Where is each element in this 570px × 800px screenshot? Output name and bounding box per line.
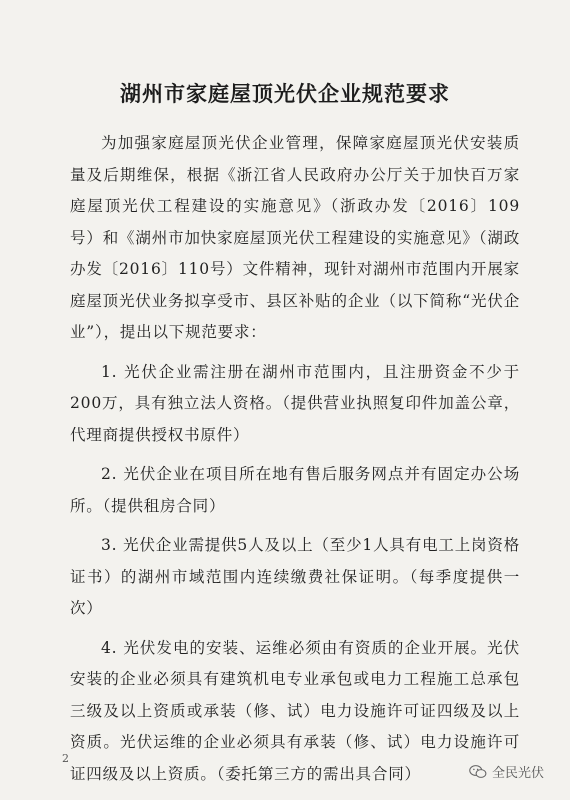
wechat-icon <box>469 764 487 780</box>
requirement-item-4: 4. 光伏发电的安装、运维必须由有资质的企业开展。光伏安装的企业必须具有建筑机电专业承包或电力工程施工总承包三级及以上资质或承装（修、试）电力设施许可证四级及以上资质。光伏运维的企业必须具有承装（修、试）电力设施许可证四级及以上资质。（委托第三方的需出具合同） <box>70 638 520 783</box>
requirement-item-1: 1. 光伏企业需注册在湖州市范围内，且注册资金不少于200万，具有独立法人资格。（提供营业执照复印件加盖公章，代理商提供授权书原件） <box>70 362 520 444</box>
page-number: 2 <box>62 752 69 765</box>
document-title: 湖州市家庭屋顶光伏企业规范要求 <box>120 81 450 106</box>
requirement-item-2: 2. 光伏企业在项目所在地有售后服务网点并有固定办公场所。（提供租房合同） <box>70 465 520 515</box>
watermark <box>469 762 544 781</box>
requirement-item-3: 3. 光伏企业需提供5人及以上（至少1人具有电工上岗资格证书）的湖州市域范围内连续缴费社保证明。（每季度提供一次） <box>70 536 520 617</box>
watermark-label: 全民光伏 <box>491 766 544 781</box>
document-body <box>70 128 520 790</box>
intro-paragraph: 为加强家庭屋顶光伏企业管理，保障家庭屋顶光伏安装质量及后期维保，根据《浙江省人民政府办公厅关于加快百万家庭屋顶光伏工程建设的实施意见》（浙政办发〔2016〕109号）和《湖州市加快家庭屋顶光伏工程建设的实施意见》（湖政办发〔2016〕110号）文件精神，现针对湖州市范围内开展家庭屋顶光伏业务拟享受市、县区补贴的企业（以下简称“光伏企业”），提出以下规范要求： <box>70 134 520 341</box>
